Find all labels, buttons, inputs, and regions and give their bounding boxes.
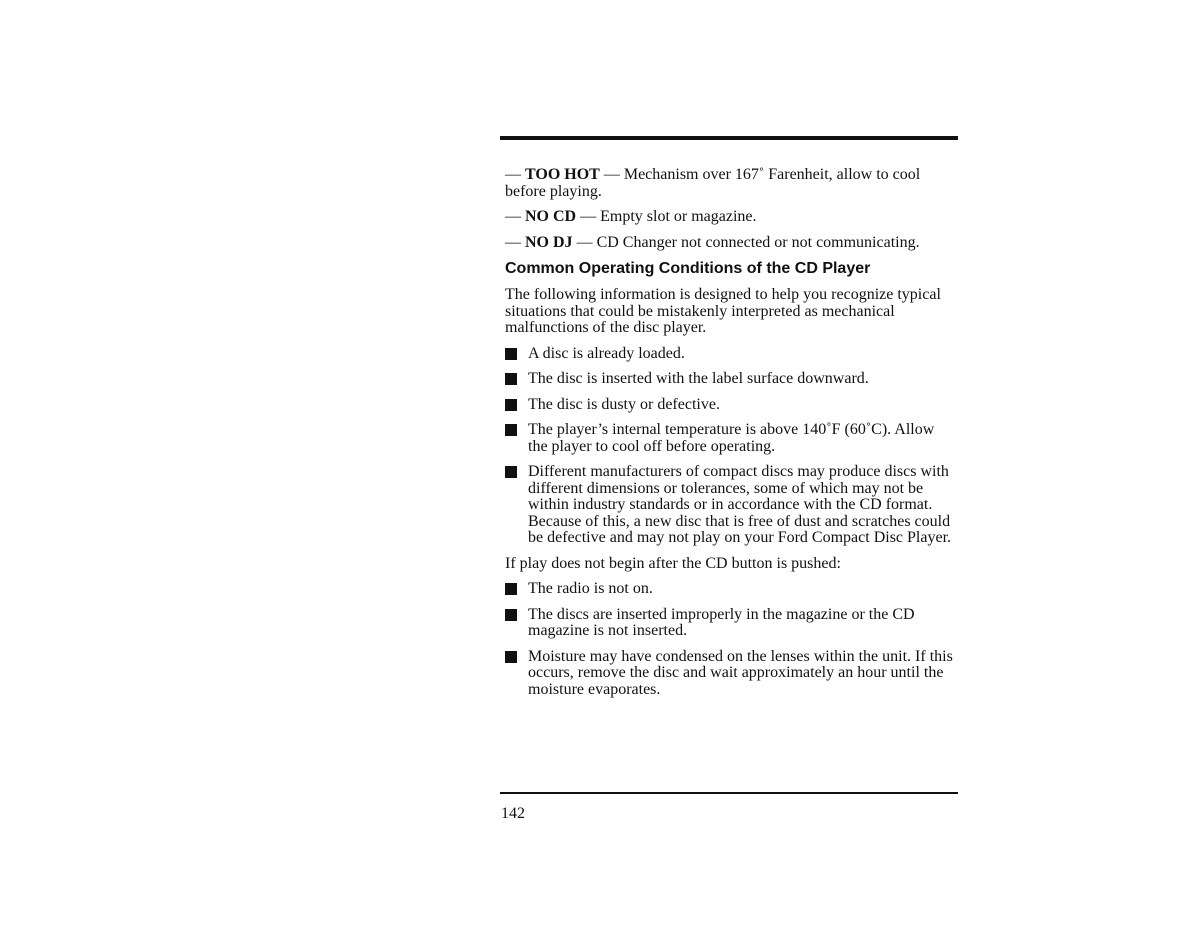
status-dash: — xyxy=(505,233,525,251)
status-term: TOO HOT xyxy=(525,166,600,183)
status-no-dj xyxy=(505,235,957,252)
status-too-hot xyxy=(505,167,957,200)
list-item-text: The radio is not on. xyxy=(528,580,653,597)
list-item xyxy=(505,346,957,363)
list-item-text: Different manufacturers of compact discs may produce discs with different dimensions or tolerances, some of which may not be within industry standards or in accordance with the CD format. Because of this, a new disc that is free of dust and scratches could be defective and may not play on your Ford Compact Disc Player. xyxy=(528,463,952,546)
list-item xyxy=(505,581,957,598)
status-term: NO CD xyxy=(525,208,577,225)
list-item xyxy=(505,464,957,547)
status-dash: — xyxy=(505,208,525,225)
section-intro: The following information is designed to help you recognize typical situations that could be mistakenly interpreted as mechanical malfunctions of the disc player. xyxy=(505,286,941,336)
list-item-text: The discs are inserted improperly in the magazine or the CD magazine is not inserted. xyxy=(528,605,915,639)
square-bullet-icon xyxy=(505,651,517,663)
square-bullet-icon xyxy=(505,466,517,478)
conditions-list xyxy=(505,346,957,547)
list-item-text: Moisture may have condensed on the lenses within the unit. If this occurs, remove the disc and wait approximately an hour until the moisture evaporates. xyxy=(528,647,953,698)
square-bullet-icon xyxy=(505,583,517,595)
list-item xyxy=(505,371,957,388)
status-description: — Mechanism over 167˚ Farenheit, allow to cool before playing. xyxy=(505,166,921,200)
status-dash: — xyxy=(505,166,525,183)
play-intro: If play does not begin after the CD button is pushed: xyxy=(505,554,841,572)
top-rule xyxy=(500,136,958,140)
section-heading: Common Operating Conditions of the CD Player xyxy=(505,260,871,277)
status-description: — Empty slot or magazine. xyxy=(576,208,757,225)
list-item-text: The disc is inserted with the label surface downward. xyxy=(528,370,869,387)
list-item xyxy=(505,649,957,699)
status-description: — CD Changer not connected or not communicating. xyxy=(572,233,920,251)
list-item xyxy=(505,397,957,414)
list-item xyxy=(505,422,957,455)
square-bullet-icon xyxy=(505,424,517,436)
page-number: 142 xyxy=(501,805,525,822)
list-item xyxy=(505,607,957,640)
status-term: NO DJ xyxy=(525,233,573,251)
square-bullet-icon xyxy=(505,373,517,385)
play-conditions-list xyxy=(505,581,957,698)
list-item-text: The player’s internal temperature is above 140˚F (60˚C). Allow the player to cool off before operating. xyxy=(528,421,935,455)
list-item-text: The disc is dusty or defective. xyxy=(528,395,720,413)
square-bullet-icon xyxy=(505,609,517,621)
bottom-rule xyxy=(500,792,958,794)
list-item-text: A disc is already loaded. xyxy=(528,344,685,362)
status-no-cd xyxy=(505,209,957,226)
page-content xyxy=(505,167,957,707)
square-bullet-icon xyxy=(505,399,517,411)
square-bullet-icon xyxy=(505,348,517,360)
